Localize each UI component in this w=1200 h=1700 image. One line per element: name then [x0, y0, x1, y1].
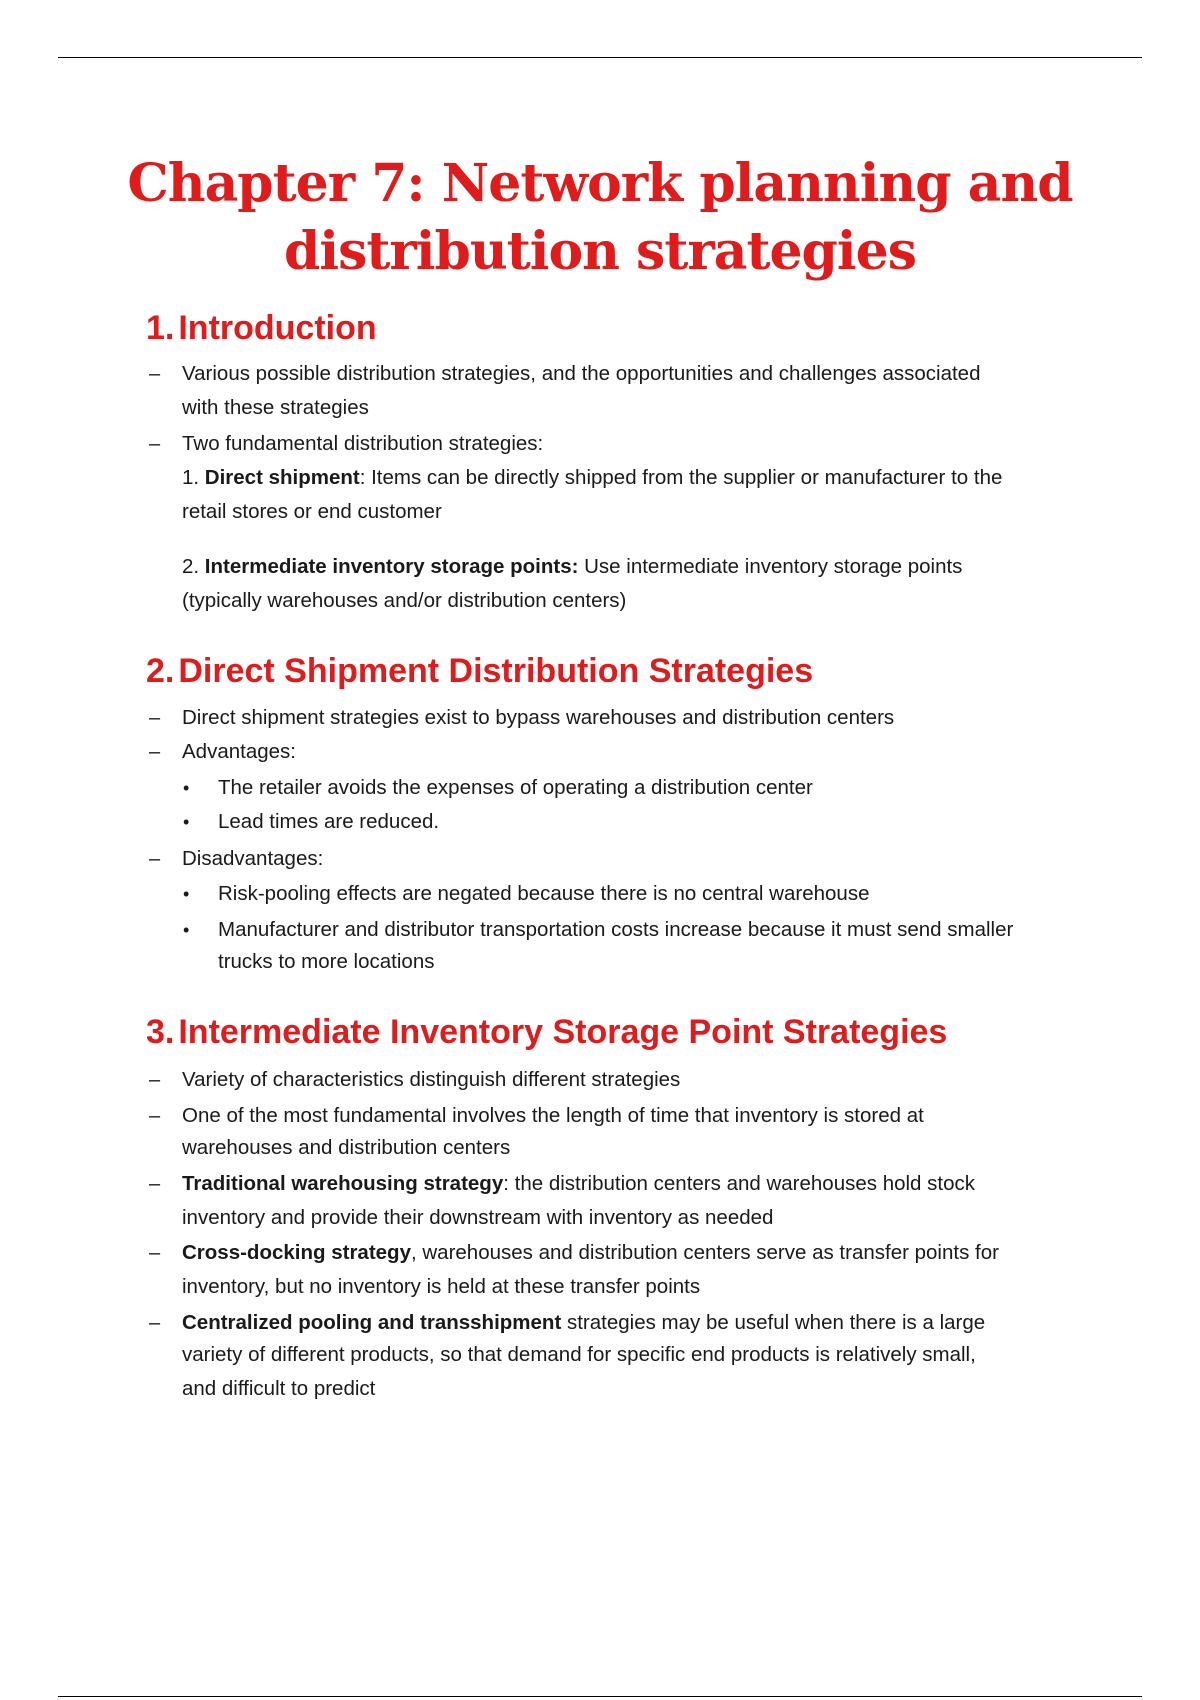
strategy-direct-shipment: 1. Direct shipment: Items can be directly shipped from the supplier or manufacturer to the — [182, 466, 1003, 489]
disadvantage-item: Risk-pooling effects are negated because there is no central warehouse — [218, 882, 870, 905]
list-item: Various possible distribution strategies, and the opportunities and challenges associated — [182, 362, 981, 385]
bullet-marker: • — [183, 778, 190, 798]
bullet-marker: • — [183, 884, 190, 904]
list-item-disadvantages: Disadvantages: — [182, 847, 324, 870]
list-item-advantages: Advantages: — [182, 740, 296, 763]
list-item-continuation: and difficult to predict — [182, 1377, 376, 1400]
dash-marker: – — [149, 1105, 161, 1127]
disadvantage-item: Manufacturer and distributor transportation costs increase because it must send smaller — [218, 918, 1014, 941]
dash-marker: – — [149, 363, 161, 385]
dash-marker: – — [149, 741, 161, 763]
bullet-marker: • — [183, 920, 190, 940]
section-heading-introduction: 1. Introduction — [146, 309, 377, 347]
dash-marker: – — [149, 707, 161, 729]
list-item-continuation: warehouses and distribution centers — [182, 1136, 511, 1159]
list-item-centralized-pooling: Centralized pooling and transshipment strategies may be useful when there is a large — [182, 1311, 986, 1334]
chapter-title — [100, 150, 1100, 286]
list-item-continuation: trucks to more locations — [218, 950, 435, 973]
list-item-continuation: variety of different products, so that demand for specific end products is relatively small, — [182, 1343, 976, 1366]
list-item-traditional-warehousing: Traditional warehousing strategy: the distribution centers and warehouses hold stock — [182, 1172, 976, 1195]
strategy-intermediate-storage: 2. Intermediate inventory storage points: Use intermediate inventory storage points — [182, 555, 963, 578]
list-item-continuation: (typically warehouses and/or distribution centers) — [182, 589, 627, 612]
bullet-marker: • — [183, 812, 190, 832]
list-item: One of the most fundamental involves the length of time that inventory is stored at — [182, 1104, 924, 1127]
list-item-continuation: inventory, but no inventory is held at these transfer points — [182, 1275, 701, 1298]
chapter-title-line-2: distribution strategies — [283, 221, 917, 282]
chapter-title-line-1: Chapter 7: Network planning and — [127, 153, 1073, 214]
dash-marker: – — [149, 1173, 161, 1195]
list-item: Direct shipment strategies exist to bypass warehouses and distribution centers — [182, 706, 895, 729]
list-item: Variety of characteristics distinguish different strategies — [182, 1068, 681, 1091]
section-heading-intermediate-storage: 3. Intermediate Inventory Storage Point Strategies — [146, 1013, 948, 1051]
dash-marker: – — [149, 1312, 161, 1334]
advantage-item: The retailer avoids the expenses of operating a distribution center — [218, 776, 813, 799]
dash-marker: – — [149, 433, 161, 455]
dash-marker: – — [149, 848, 161, 870]
section-heading-direct-shipment: 2. Direct Shipment Distribution Strategies — [146, 652, 814, 690]
list-item-continuation: with these strategies — [182, 396, 369, 419]
dash-marker: – — [149, 1242, 161, 1264]
dash-marker: – — [149, 1069, 161, 1091]
advantage-item: Lead times are reduced. — [218, 810, 440, 833]
header-rule — [58, 57, 1142, 58]
footer-rule — [58, 1696, 1142, 1697]
list-item-cross-docking: Cross-docking strategy, warehouses and distribution centers serve as transfer points for — [182, 1241, 999, 1264]
list-item-continuation: retail stores or end customer — [182, 500, 442, 523]
list-item-continuation: inventory and provide their downstream with inventory as needed — [182, 1206, 774, 1229]
list-item: Two fundamental distribution strategies: — [182, 432, 544, 455]
